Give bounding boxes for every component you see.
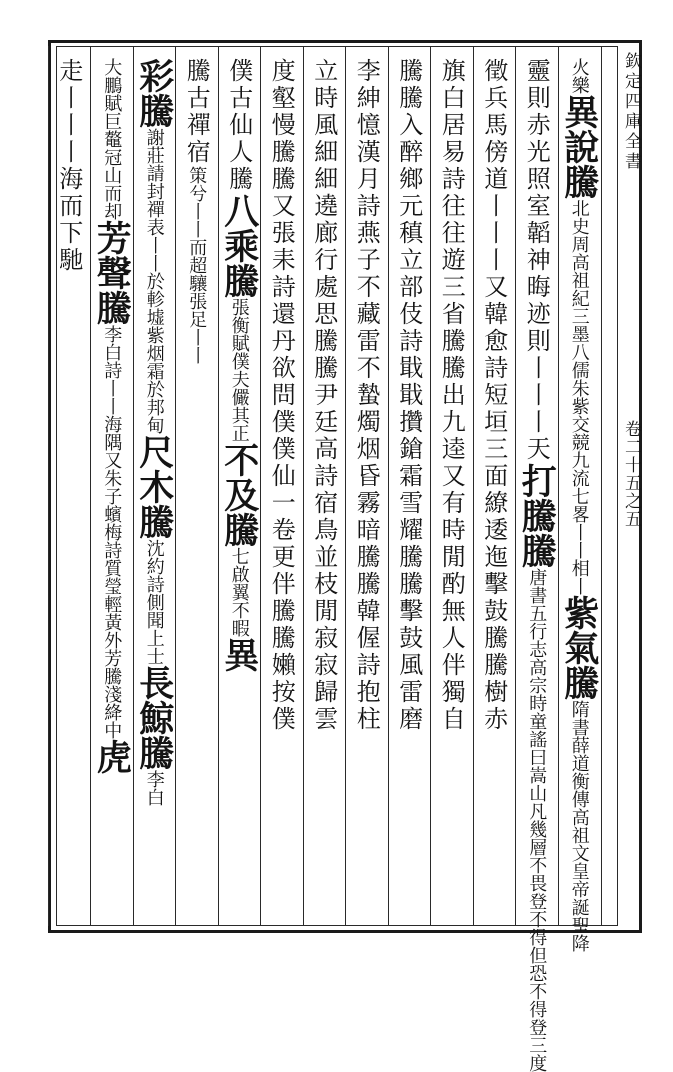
entry-headword: 長鯨騰 <box>133 665 175 770</box>
volume-label: 卷二十五之五 <box>621 420 641 528</box>
text-column <box>431 58 471 918</box>
commentary-text: 唐書五行志高宗時童謠曰嵩山凡幾層不畏登不得但恐不得登三度 <box>526 568 548 1072</box>
book-title: 欽定四庫全書 <box>621 52 641 172</box>
entry-headword: 虎 <box>91 739 133 774</box>
text-column <box>346 58 386 918</box>
body-text: 李紳憶漢月詩燕子不藏雷不蟄燭烟昏霧暗騰騰韓偓詩抱柱 <box>352 58 381 733</box>
entry-headword: 八乘騰 <box>218 193 260 298</box>
body-text: 走丨丨丨海而下馳 <box>54 58 83 274</box>
body-text: 徵兵馬傍道丨丨丨又韓愈詩短垣三面繚逶迤擊鼓騰騰樹赤 <box>479 58 508 733</box>
commentary-text: 沈約詩側聞上士 <box>143 539 165 665</box>
text-column <box>134 58 174 918</box>
text-column <box>558 58 600 952</box>
entry-headword: 異說騰 <box>558 94 600 199</box>
commentary-text: 大鵬賦巨鼇冠山而却 <box>101 58 123 220</box>
entry-headword: 打騰騰 <box>516 463 558 568</box>
commentary-text: 策兮丨丨而超驤 <box>186 166 208 292</box>
text-column <box>474 58 514 918</box>
body-text: 僕古仙人騰 <box>224 58 253 193</box>
commentary-text: 北史周高祖紀三墨八儒朱紫交競九流七畧丨丨相丨 <box>568 199 590 595</box>
commentary-text: 李白 <box>143 770 165 806</box>
text-column <box>91 58 131 918</box>
text-column <box>176 58 216 918</box>
entry-headword: 異 <box>218 637 260 672</box>
body-text: 靈則赤光照室韜神晦迹則丨丨丨天 <box>522 58 551 463</box>
commentary-text: 張衡賦僕夫儼其正 <box>228 298 250 442</box>
entry-headword: 尺木騰 <box>133 434 175 539</box>
body-text: 度壑慢騰騰又張耒詩還丹欲問僕僕仙一卷更伴騰騰嬾按僕 <box>267 58 296 733</box>
commentary-text: 謝莊請封禪表丨丨於軫墟紫烟霜於邦甸 <box>143 128 165 434</box>
commentary-text: 李白詩丨丨海隅又朱子蠙梅詩質瑩輕黃外芳騰淺絳中 <box>101 325 123 739</box>
body-text: 旗白居易詩往往遊三省騰騰出九逵又有時閒酌無人伴獨自 <box>437 58 466 733</box>
text-column <box>261 58 301 918</box>
text-column <box>516 58 558 1072</box>
entry-headword: 芳聲騰 <box>91 220 133 325</box>
commentary-text: 七啟翼不暇 <box>228 547 250 637</box>
entry-headword: 彩騰 <box>133 58 175 128</box>
body-text: 騰古禪宿 <box>182 58 211 166</box>
entry-headword: 不及騰 <box>218 442 260 547</box>
commentary-text: 隋書薛道衡傳高祖文皇帝誕聖降 <box>568 700 590 952</box>
body-text: 騰騰入醉鄉元稹立部伎詩戢戢攢鎗霜雪耀騰騰擊鼓風雷磨 <box>394 58 423 733</box>
entry-headword: 紫氣騰 <box>558 595 600 700</box>
page-center-margin <box>601 46 619 926</box>
commentary-text: 張足丨丨 <box>186 292 208 364</box>
text-column <box>389 58 429 918</box>
commentary-text: 火樂 <box>568 58 590 94</box>
text-column <box>49 58 89 918</box>
text-column <box>219 58 259 918</box>
text-column <box>304 58 344 918</box>
body-text: 立時風細細遶廊行處思騰騰尹廷高詩宿鳥並枝閒寂寂歸雲 <box>309 58 338 733</box>
